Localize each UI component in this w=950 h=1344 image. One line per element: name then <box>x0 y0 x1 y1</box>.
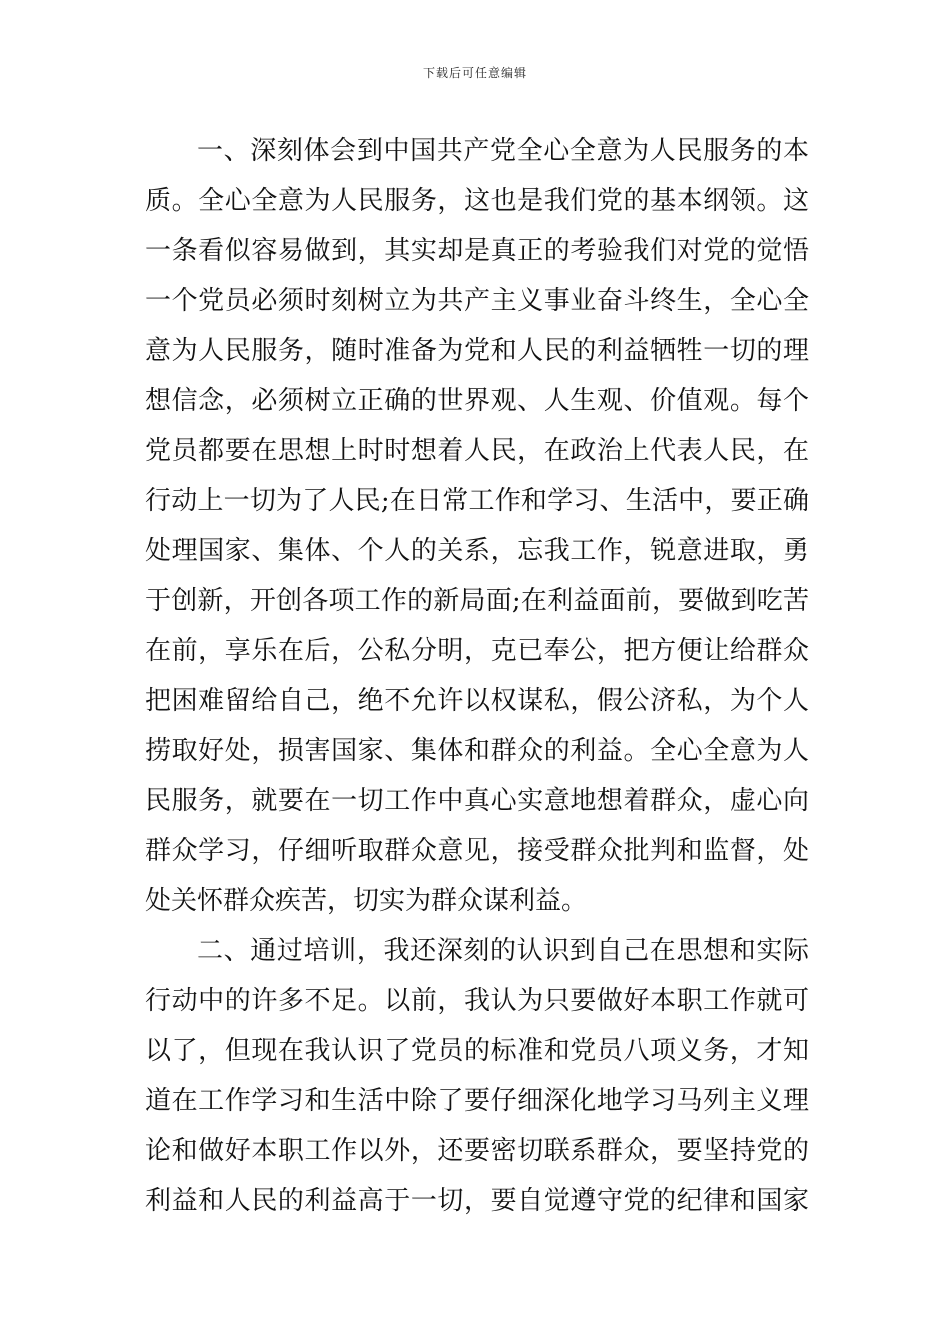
text-line: 捞取好处，损害国家、集体和群众的利益。全心全意为人 <box>145 736 809 766</box>
text-line: 一、深刻体会到中国共产党全心全意为人民服务的本 <box>197 136 809 166</box>
header-note: 下载后可任意编辑 <box>422 66 527 80</box>
text-line: 一条看似容易做到，其实却是真正的考验我们对党的觉悟 <box>145 236 809 266</box>
text-line: 行动中的许多不足。以前，我认为只要做好本职工作就可 <box>145 986 809 1016</box>
document-body <box>145 126 809 1226</box>
text-line: 利益和人民的利益高于一切，要自觉遵守党的纪律和国家 <box>145 1186 809 1216</box>
text-line: 一个党员必须时刻树立为共产主义事业奋斗终生，全心全 <box>145 286 809 316</box>
text-line: 民服务，就要在一切工作中真心实意地想着群众，虚心向 <box>145 786 809 816</box>
text-line: 论和做好本职工作以外，还要密切联系群众，要坚持党的 <box>145 1136 809 1166</box>
text-line: 群众学习，仔细听取群众意见，接受群众批判和监督，处 <box>145 836 809 866</box>
paragraph-2 <box>145 926 809 1226</box>
text-line: 处关怀群众疾苦，切实为群众谋利益。 <box>145 886 588 916</box>
text-line: 意为人民服务，随时准备为党和人民的利益牺牲一切的理 <box>145 336 809 366</box>
text-line: 党员都要在思想上时时想着人民，在政治上代表人民，在 <box>145 436 809 466</box>
paragraph-1 <box>145 126 809 926</box>
text-line: 以了，但现在我认识了党员的标准和党员八项义务，才知 <box>145 1036 809 1066</box>
text-line: 把困难留给自己，绝不允许以权谋私，假公济私，为个人 <box>145 686 809 716</box>
text-line: 二、通过培训，我还深刻的认识到自己在思想和实际 <box>197 936 809 966</box>
text-line: 想信念，必须树立正确的世界观、人生观、价值观。每个 <box>145 386 809 416</box>
text-line: 行动上一切为了人民;在日常工作和学习、生活中，要正确 <box>145 486 809 516</box>
text-line: 在前，享乐在后，公私分明，克已奉公，把方便让给群众 <box>145 636 809 666</box>
text-line: 于创新，开创各项工作的新局面;在利益面前，要做到吃苦 <box>145 586 809 616</box>
text-line: 处理国家、集体、个人的关系，忘我工作，锐意进取，勇 <box>145 536 809 566</box>
text-line: 质。全心全意为人民服务，这也是我们党的基本纲领。这 <box>145 186 809 216</box>
text-line: 道在工作学习和生活中除了要仔细深化地学习马列主义理 <box>145 1086 809 1116</box>
